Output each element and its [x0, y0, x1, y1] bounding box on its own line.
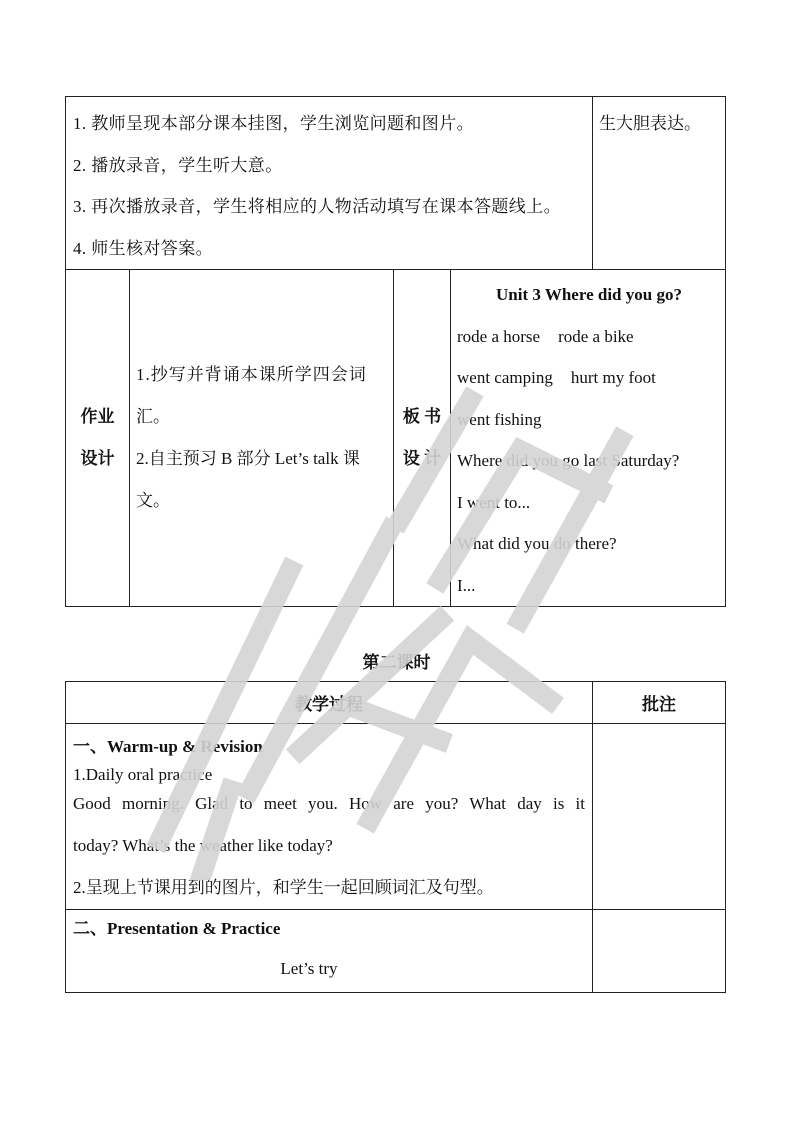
homework-label-line1: 作业 — [80, 407, 115, 426]
warmup-item: 1.Daily oral practice — [73, 765, 213, 784]
warmup-heading: 一、Warm-up & Revision — [73, 737, 263, 756]
presentation-heading: 二、Presentation & Practice — [73, 919, 281, 938]
step-line: 4. 师生核对答案。 — [73, 238, 213, 258]
homework-line: 1.抄写并背诵本课所学四会词 — [136, 365, 367, 384]
step-line: 3. 再次播放录音，学生将相应的人物活动填写在课本答题线上。 — [73, 197, 561, 216]
presentation-notes — [593, 910, 726, 993]
board-line: went fishing — [457, 409, 542, 429]
board-phrase-row — [457, 357, 721, 399]
homework-line: 文。 — [136, 491, 170, 510]
header-notes: 批注 — [593, 682, 726, 724]
board-line: Where did you go last Saturday? — [457, 451, 680, 470]
teaching-steps-cell — [66, 97, 593, 270]
homework-line: 汇。 — [136, 407, 170, 426]
step-line: 1. 教师呈现本部分课本挂图，学生浏览问题和图片。 — [73, 114, 474, 133]
presentation-subheading: Let’s try — [280, 959, 338, 978]
board-phrase: rode a horse — [457, 326, 541, 346]
note-cell: 生大胆表达。 — [593, 97, 726, 270]
board-phrase: rode a bike — [558, 326, 634, 346]
homework-label — [66, 270, 130, 607]
warmup-section — [66, 724, 593, 910]
board-design-content — [451, 270, 726, 607]
board-phrase: went camping — [457, 368, 553, 387]
board-title: Unit 3 Where did you go? — [496, 285, 682, 304]
warmup-dialog-line: today? What’s the weather like today? — [73, 836, 333, 855]
board-line: I... — [457, 575, 476, 595]
lesson-plan-table-upper — [65, 96, 726, 607]
board-label — [394, 270, 451, 607]
board-line: What did you do there? — [457, 534, 617, 553]
board-phrase-row — [457, 316, 721, 358]
board-phrase: hurt my foot — [570, 368, 656, 387]
warmup-dialog-line: Good morning. Glad to meet you. How are you? What day is it — [73, 794, 585, 813]
board-line: I went to... — [457, 492, 531, 512]
warmup-item: 2.呈现上节课用到的图片，和学生一起回顾词汇及句型。 — [73, 878, 494, 897]
homework-content — [130, 270, 394, 607]
section-title: 第二课时 — [362, 653, 431, 672]
lesson-plan-table-lower — [65, 681, 726, 993]
board-label-line2: 设 计 — [402, 449, 442, 468]
header-process: 教学过程 — [66, 682, 593, 724]
presentation-section — [66, 910, 593, 993]
board-label-line1: 板 书 — [402, 407, 442, 426]
homework-label-line2: 设计 — [80, 449, 115, 468]
homework-line: 2.自主预习 B 部分 Let’s talk 课 — [136, 449, 360, 468]
warmup-notes — [593, 724, 726, 910]
step-line: 2. 播放录音，学生听大意。 — [73, 155, 283, 175]
